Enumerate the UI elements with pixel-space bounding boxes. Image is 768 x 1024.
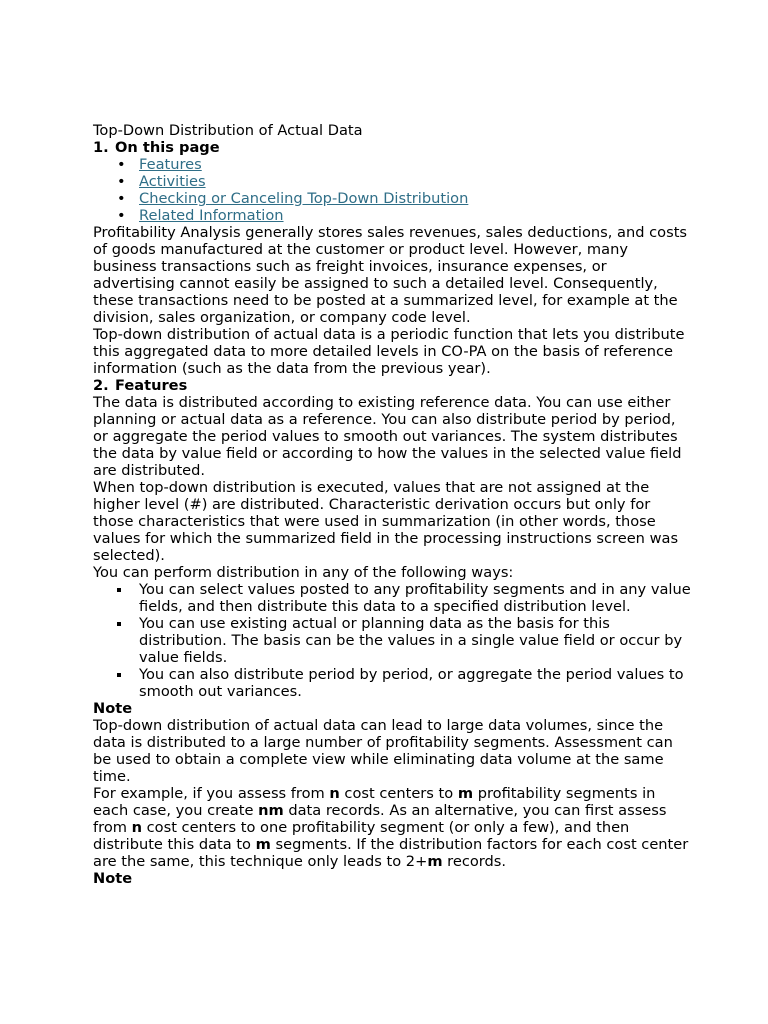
example-var-n: n <box>131 819 142 836</box>
example-var-m: m <box>427 853 443 870</box>
example-text: data records. As an alternative, you can first assess from <box>93 802 667 836</box>
example-text: profitability segments in each case, you create <box>93 785 656 819</box>
example-var-m: m <box>255 836 271 853</box>
example-text: cost centers to one profitability segment (or only a few), and then distribute this data to <box>93 819 630 853</box>
toc-item <box>139 173 693 190</box>
page-title: Top-Down Distribution of Actual Data <box>93 122 363 139</box>
example-text: records. <box>442 853 507 870</box>
example-var-nm: nm <box>258 802 284 819</box>
features-paragraph: The data is distributed according to existing reference data. You can use either planning or actual data as a reference. You can also distribute period by period, or aggregate the period values to smooth out variances. The system distributes the data by value field or according to how the values in the selected value field are distributed. <box>93 394 682 479</box>
toc-heading <box>93 139 693 156</box>
list-item: You can select values posted to any profitability segments and in any value fields, and then distribute this data to a specified distribution level. <box>139 581 693 615</box>
features-list <box>93 581 693 700</box>
features-heading-label: Features <box>115 377 188 394</box>
note-label: Note <box>93 700 133 717</box>
document-body <box>93 122 693 887</box>
toc-link-features[interactable]: Features <box>139 156 202 173</box>
toc-heading-label: On this page <box>115 139 220 156</box>
list-item: You can also distribute period by period, or aggregate the period values to smooth out variances. <box>139 666 693 700</box>
example-var-m: m <box>457 785 474 802</box>
toc-item <box>139 156 693 173</box>
features-heading-number: 2. <box>93 377 109 394</box>
example-text: For example, if you assess from <box>93 785 330 802</box>
example-paragraph <box>93 785 693 870</box>
example-var-n: n <box>329 785 340 802</box>
example-text: cost centers to <box>339 785 458 802</box>
example-text: segments. If the distribution factors for each cost center are the same, this technique only leads to 2+ <box>93 836 689 870</box>
features-heading <box>93 377 693 394</box>
toc-item <box>139 190 693 207</box>
toc-link-activities[interactable]: Activities <box>139 173 206 190</box>
list-item: You can use existing actual or planning data as the basis for this distribution. The basis can be the values in a single value field or occur by value fields. <box>139 615 693 666</box>
intro-paragraph: Profitability Analysis generally stores sales revenues, sales deductions, and costs of goods manufactured at the customer or product level. However, many business transactions such as freight invoices, insurance expenses, or advertising cannot easily be assigned to such a detailed level. Consequently, these transactions need to be posted at a summarized level, for example at the division, sales organization, or company code level. <box>93 224 688 326</box>
features-paragraph: You can perform distribution in any of the following ways: <box>93 564 514 581</box>
toc-link-checking-canceling[interactable]: Checking or Canceling Top-Down Distribution <box>139 190 469 207</box>
intro-paragraph: Top-down distribution of actual data is a periodic function that lets you distribute this aggregated data to more detailed levels in CO-PA on the basis of reference information (such as the data from the previous year). <box>93 326 685 377</box>
toc-heading-number: 1. <box>93 139 109 156</box>
toc-link-related-information[interactable]: Related Information <box>139 207 284 224</box>
toc-list <box>93 156 693 224</box>
note-paragraph: Top-down distribution of actual data can lead to large data volumes, since the data is distributed to a large number of profitability segments. Assessment can be used to obtain a complete view while eliminating data volume at the same time. <box>93 717 673 785</box>
toc-item <box>139 207 693 224</box>
features-paragraph: When top-down distribution is executed, values that are not assigned at the higher level (#) are distributed. Characteristic derivation occurs but only for those characteristics that were used in summarization (in other words, those values for which the summarized field in the processing instructions screen was selected). <box>93 479 679 564</box>
note-label: Note <box>93 870 133 887</box>
